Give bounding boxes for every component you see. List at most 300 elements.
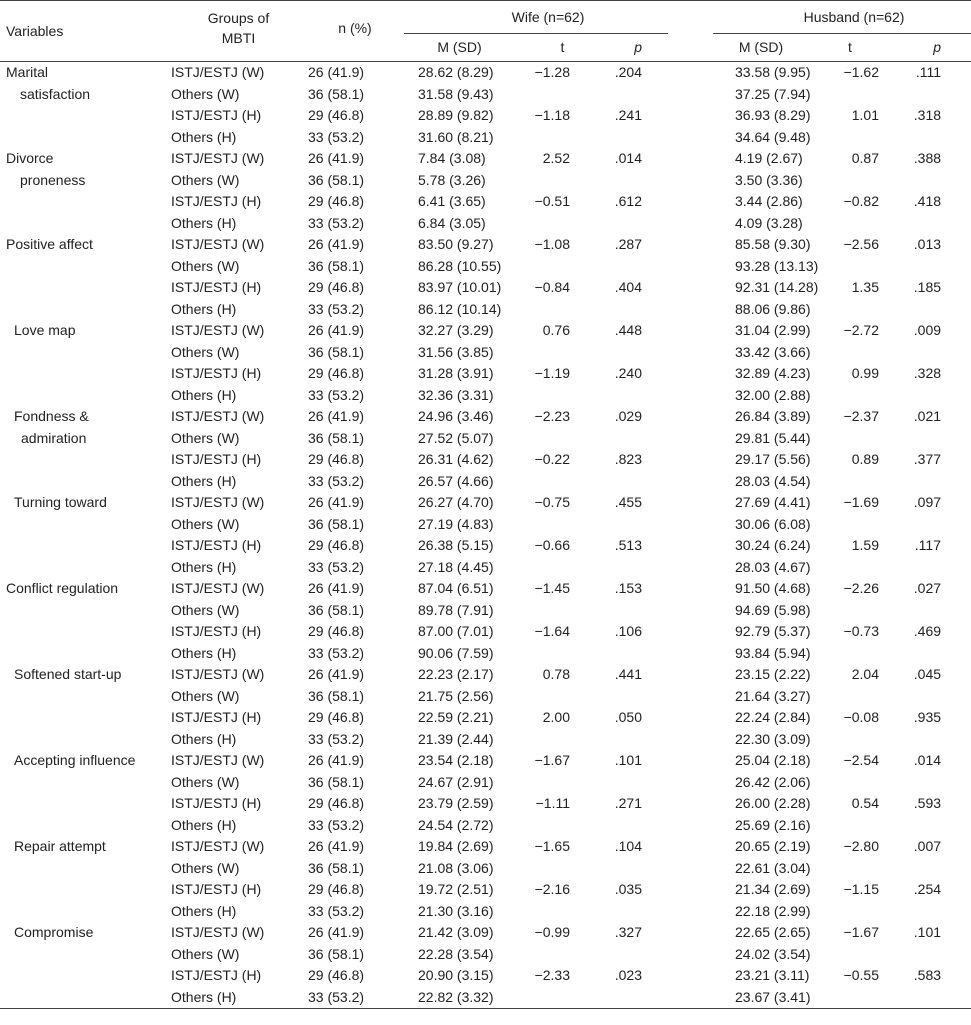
n-pct-cell: 36 (58.1) <box>308 429 365 446</box>
wife-msd-cell: 26.57 (4.66) <box>418 472 494 489</box>
husband-msd-cell: 93.84 (5.94) <box>735 644 811 661</box>
n-pct-cell: 26 (41.9) <box>308 924 365 940</box>
wife-msd-cell: 87.04 (6.51) <box>418 580 494 596</box>
husband-msd-cell: 23.15 (2.22) <box>735 666 811 682</box>
group-cell: Others (W) <box>171 859 240 876</box>
group-cell: ISTJ/ESTJ (W) <box>171 64 265 80</box>
wife-t-cell: −1.08 <box>534 236 570 252</box>
husband-p-cell <box>891 342 971 364</box>
husband-msd-cell: 28.03 (4.54) <box>735 472 811 489</box>
variable-name: Accepting influence <box>14 752 136 768</box>
n-pct-cell: 36 (58.1) <box>308 945 365 962</box>
gap-cell <box>668 191 713 213</box>
variable-name-cell <box>0 815 171 837</box>
n-pct-cell: 33 (53.2) <box>308 128 365 145</box>
table-row <box>0 256 971 278</box>
n-pct-cell: 33 (53.2) <box>308 472 365 489</box>
table-row <box>0 320 971 342</box>
header-n-pct <box>306 1 404 62</box>
husband-msd-cell: 28.03 (4.67) <box>735 558 811 575</box>
husband-msd-cell: 25.69 (2.16) <box>735 816 811 833</box>
husband-p-cell: .021 <box>913 408 942 424</box>
variable-name: Softened start-up <box>14 666 122 682</box>
table-row <box>0 879 971 901</box>
n-pct-cell: 36 (58.1) <box>308 171 365 188</box>
table-row <box>0 428 971 450</box>
n-pct-cell: 29 (46.8) <box>308 967 365 983</box>
wife-p-cell: .050 <box>614 709 642 725</box>
gap-cell <box>668 299 713 321</box>
wife-t-cell: −0.51 <box>534 193 570 209</box>
wife-p-cell: .104 <box>614 838 642 854</box>
n-pct-cell: 29 (46.8) <box>308 451 365 467</box>
table-row <box>0 277 971 299</box>
husband-t-cell: −0.08 <box>843 709 879 725</box>
group-cell: ISTJ/ESTJ (H) <box>171 279 262 295</box>
husband-t-cell <box>809 901 891 923</box>
husband-p-cell: .935 <box>913 709 942 725</box>
wife-p-cell <box>590 299 668 321</box>
variable-name-cell <box>0 234 171 256</box>
husband-msd-cell: 26.84 (3.89) <box>735 408 811 424</box>
husband-t-cell: −1.69 <box>843 494 879 510</box>
gap-cell <box>668 363 713 385</box>
wife-t-cell: −1.28 <box>534 64 570 80</box>
n-pct-cell: 36 (58.1) <box>308 343 365 360</box>
wife-t-cell: −0.66 <box>534 537 570 553</box>
husband-msd-cell: 3.44 (2.86) <box>735 193 803 209</box>
wife-t-cell: −1.11 <box>535 795 570 811</box>
husband-msd-cell: 93.28 (13.13) <box>735 257 819 274</box>
wife-p-cell: .513 <box>614 537 642 553</box>
gap-cell <box>668 213 713 235</box>
wife-t-cell: −2.33 <box>534 967 570 983</box>
husband-t-cell <box>809 514 891 536</box>
group-cell: ISTJ/ESTJ (H) <box>171 537 262 553</box>
table-row <box>0 729 971 751</box>
husband-msd-cell: 91.50 (4.68) <box>735 580 811 596</box>
husband-t-cell: −2.37 <box>843 408 879 424</box>
wife-msd-cell: 86.12 (10.14) <box>418 300 502 317</box>
husband-t-cell <box>809 213 891 235</box>
variable-name-cell <box>0 428 171 450</box>
husband-msd-cell: 24.02 (3.54) <box>735 945 811 962</box>
husband-msd-cell: 94.69 (5.98) <box>735 601 811 618</box>
n-pct-cell: 33 (53.2) <box>308 558 365 575</box>
husband-t-cell <box>809 127 891 149</box>
variable-name-cell <box>0 621 171 643</box>
husband-t-cell: −2.56 <box>843 236 879 252</box>
n-pct-cell: 36 (58.1) <box>308 859 365 876</box>
variable-name-cell <box>0 557 171 579</box>
husband-t-cell: −2.54 <box>843 752 879 768</box>
table-row <box>0 578 971 600</box>
group-cell: Others (W) <box>171 429 240 446</box>
wife-p-cell <box>590 987 668 1009</box>
table-row <box>0 815 971 837</box>
husband-t-cell <box>809 385 891 407</box>
n-pct-cell: 29 (46.8) <box>308 795 365 811</box>
husband-t-cell: 0.89 <box>851 451 879 467</box>
table-row <box>0 858 971 880</box>
wife-t-cell <box>515 256 590 278</box>
husband-msd-cell: 4.19 (2.67) <box>735 150 803 166</box>
wife-msd-cell: 27.19 (4.83) <box>418 515 494 532</box>
table-row <box>0 84 971 106</box>
wife-t-cell: 0.76 <box>542 322 570 338</box>
husband-t-cell: −1.67 <box>843 924 879 940</box>
wife-t-cell <box>515 858 590 880</box>
n-pct-cell: 29 (46.8) <box>308 279 365 295</box>
husband-msd-cell: 36.93 (8.29) <box>735 107 811 123</box>
husband-msd-cell: 92.31 (14.28) <box>735 279 819 295</box>
header-husband-msd: M (SD) <box>713 34 809 62</box>
gap-cell <box>668 492 713 514</box>
husband-p-cell: .318 <box>913 107 942 123</box>
wife-p-cell <box>590 772 668 794</box>
wife-t-cell: −1.18 <box>534 107 570 123</box>
wife-p-cell: .455 <box>614 494 642 510</box>
wife-t-cell: −1.45 <box>534 580 570 596</box>
header-wife-msd: M (SD) <box>404 34 515 62</box>
husband-t-cell <box>809 643 891 665</box>
husband-msd-cell: 22.61 (3.04) <box>735 859 811 876</box>
group-cell: Others (W) <box>171 515 240 532</box>
header-gap <box>668 1 713 34</box>
wife-msd-cell: 21.30 (3.16) <box>418 902 494 919</box>
table-row <box>0 793 971 815</box>
husband-msd-cell: 23.67 (3.41) <box>713 987 809 1009</box>
variable-name-cell <box>0 170 171 192</box>
variable-name-cell <box>0 772 171 794</box>
husband-p-cell: .593 <box>913 795 942 811</box>
wife-p-cell: .404 <box>614 279 642 295</box>
group-cell: ISTJ/ESTJ (H) <box>171 451 262 467</box>
wife-p-cell <box>590 256 668 278</box>
group-cell: ISTJ/ESTJ (W) <box>171 666 265 682</box>
wife-msd-cell: 20.90 (3.15) <box>418 967 494 983</box>
husband-p-cell: .185 <box>913 279 942 295</box>
husband-p-cell <box>891 84 971 106</box>
husband-p-cell: .328 <box>913 365 942 381</box>
husband-p-cell <box>891 514 971 536</box>
wife-msd-cell: 21.08 (3.06) <box>418 859 494 876</box>
husband-msd-cell: 29.81 (5.44) <box>735 429 811 446</box>
n-pct-cell: 29 (46.8) <box>308 107 365 123</box>
husband-msd-cell: 21.34 (2.69) <box>735 881 811 897</box>
wife-msd-cell: 19.72 (2.51) <box>418 881 494 897</box>
table-row <box>0 621 971 643</box>
variable-name-cell <box>0 514 171 536</box>
husband-t-cell <box>809 815 891 837</box>
gap-cell <box>668 987 713 1009</box>
husband-p-cell: .027 <box>913 580 942 596</box>
variable-name: Turning toward <box>14 494 107 510</box>
variable-name-cell <box>0 363 171 385</box>
header-husband <box>713 1 971 34</box>
gap-cell <box>668 234 713 256</box>
header-wife-label: Wife (n=62) <box>511 9 585 25</box>
wife-msd-cell: 83.50 (9.27) <box>418 236 494 252</box>
table-row <box>0 492 971 514</box>
table-row <box>0 342 971 364</box>
table-row <box>0 299 971 321</box>
wife-p-cell: .153 <box>614 580 642 596</box>
husband-t-cell <box>809 342 891 364</box>
wife-t-cell <box>515 772 590 794</box>
husband-p-cell: .013 <box>913 236 942 252</box>
husband-msd-cell: 22.65 (2.65) <box>735 924 811 940</box>
wife-msd-cell: 31.60 (8.21) <box>418 128 494 145</box>
header-wife <box>404 1 668 34</box>
group-cell: ISTJ/ESTJ (H) <box>171 795 262 811</box>
table-row <box>0 148 971 170</box>
n-pct-cell: 26 (41.9) <box>308 666 365 682</box>
wife-p-cell <box>590 213 668 235</box>
variable-name: Marital <box>6 64 49 80</box>
variable-name-cell <box>0 879 171 901</box>
gap-cell <box>668 793 713 815</box>
n-pct-cell: 26 (41.9) <box>308 752 365 768</box>
variable-name-cell <box>0 471 171 493</box>
husband-msd-cell: 85.58 (9.30) <box>735 236 811 252</box>
n-pct-cell: 36 (58.1) <box>308 773 365 790</box>
husband-p-cell <box>891 213 971 235</box>
table-row <box>0 965 971 987</box>
gap-cell <box>668 901 713 923</box>
wife-msd-cell: 31.28 (3.91) <box>418 365 494 381</box>
wife-t-cell <box>515 428 590 450</box>
header-husband-t: t <box>809 34 891 62</box>
husband-t-cell <box>809 428 891 450</box>
husband-msd-cell: 31.04 (2.99) <box>735 322 811 338</box>
variable-name: satisfaction <box>20 85 91 102</box>
wife-t-cell: −0.99 <box>534 924 570 940</box>
variable-name: Fondness & <box>14 408 89 424</box>
group-cell: Others (W) <box>171 687 240 704</box>
husband-p-cell: .117 <box>914 537 942 553</box>
variable-name-cell <box>0 492 171 514</box>
husband-t-cell: −0.55 <box>843 967 879 983</box>
gap-cell <box>668 879 713 901</box>
variable-name: Divorce <box>6 150 54 166</box>
variable-name-cell <box>0 191 171 213</box>
husband-t-cell <box>809 858 891 880</box>
group-cell: ISTJ/ESTJ (W) <box>171 838 265 854</box>
n-pct-cell: 26 (41.9) <box>308 580 365 596</box>
variable-name-cell <box>0 686 171 708</box>
n-pct-cell: 26 (41.9) <box>308 838 365 854</box>
header-gap-2 <box>668 34 713 62</box>
n-pct-cell: 33 (53.2) <box>308 386 365 403</box>
husband-msd-cell: 23.21 (3.11) <box>735 967 810 983</box>
variable-name-cell <box>0 707 171 729</box>
husband-t-cell: 1.59 <box>851 537 879 553</box>
husband-p-cell <box>891 858 971 880</box>
wife-p-cell: .823 <box>614 451 642 467</box>
wife-msd-cell: 23.79 (2.59) <box>418 795 494 811</box>
n-pct-cell: 29 (46.8) <box>308 623 365 639</box>
husband-t-cell: 1.35 <box>851 279 879 295</box>
gap-cell <box>668 535 713 557</box>
husband-msd-cell: 32.00 (2.88) <box>735 386 811 403</box>
n-pct-cell: 26 (41.9) <box>308 236 365 252</box>
wife-t-cell <box>515 600 590 622</box>
table-row <box>0 385 971 407</box>
gap-cell <box>668 406 713 428</box>
header-groups-line1: Groups of <box>207 10 270 26</box>
husband-msd-cell: 26.00 (2.28) <box>735 795 811 811</box>
n-pct-cell: 26 (41.9) <box>308 64 365 80</box>
n-pct-cell: 36 (58.1) <box>308 257 365 274</box>
group-cell: ISTJ/ESTJ (W) <box>171 150 265 166</box>
husband-t-cell: −1.15 <box>843 881 879 897</box>
wife-msd-cell: 6.84 (3.05) <box>418 214 486 231</box>
wife-p-cell <box>590 84 668 106</box>
husband-msd-cell: 92.79 (5.37) <box>735 623 811 639</box>
wife-p-cell: .327 <box>614 924 642 940</box>
variable-name-cell <box>0 105 171 127</box>
wife-t-cell <box>515 557 590 579</box>
wife-t-cell: 2.00 <box>542 709 570 725</box>
group-cell: Others (H) <box>171 987 306 1009</box>
group-cell: Others (W) <box>171 171 240 188</box>
group-cell: ISTJ/ESTJ (H) <box>171 365 262 381</box>
husband-p-cell: .007 <box>913 838 942 854</box>
wife-t-cell <box>515 901 590 923</box>
wife-msd-cell: 27.18 (4.45) <box>418 558 494 575</box>
variable-name-cell <box>0 385 171 407</box>
group-cell: Others (W) <box>171 945 240 962</box>
wife-p-cell <box>590 858 668 880</box>
husband-p-cell: .388 <box>913 150 942 166</box>
group-cell: Others (W) <box>171 343 240 360</box>
husband-t-cell: 0.87 <box>851 150 879 166</box>
husband-p-cell <box>891 772 971 794</box>
husband-p-cell <box>891 729 971 751</box>
wife-p-cell <box>590 170 668 192</box>
group-cell: ISTJ/ESTJ (H) <box>171 193 262 209</box>
husband-p-cell: .377 <box>913 451 942 467</box>
variable-name: Positive affect <box>6 236 93 252</box>
wife-t-cell: −1.67 <box>534 752 570 768</box>
variable-name-cell <box>0 449 171 471</box>
husband-t-cell: −0.82 <box>843 193 879 209</box>
wife-msd-cell: 24.96 (3.46) <box>418 408 494 424</box>
wife-p-cell <box>590 428 668 450</box>
wife-msd-cell: 26.27 (4.70) <box>418 494 494 510</box>
gap-cell <box>668 944 713 966</box>
gap-cell <box>668 342 713 364</box>
wife-t-cell <box>515 643 590 665</box>
table-row <box>0 686 971 708</box>
husband-t-cell <box>809 471 891 493</box>
table-row <box>0 406 971 428</box>
n-pct-cell: 33 (53.2) <box>308 214 365 231</box>
husband-p-cell <box>891 600 971 622</box>
table-row <box>0 901 971 923</box>
wife-msd-cell: 89.78 (7.91) <box>418 601 494 618</box>
gap-cell <box>668 557 713 579</box>
husband-msd-cell: 37.25 (7.94) <box>735 85 811 102</box>
group-cell: Others (H) <box>171 902 237 919</box>
table-row <box>0 62 971 84</box>
header-variables <box>0 1 171 62</box>
variable-name-cell <box>0 750 171 772</box>
wife-p-cell <box>590 342 668 364</box>
wife-p-cell <box>590 944 668 966</box>
variable-name-cell <box>0 600 171 622</box>
husband-t-cell <box>809 729 891 751</box>
group-cell: ISTJ/ESTJ (W) <box>171 494 265 510</box>
husband-t-cell: 0.99 <box>851 365 879 381</box>
husband-t-cell: −2.72 <box>843 322 879 338</box>
gap-cell <box>668 686 713 708</box>
wife-p-cell <box>590 815 668 837</box>
wife-msd-cell: 28.62 (8.29) <box>418 64 494 80</box>
gap-cell <box>668 729 713 751</box>
husband-t-cell: −1.62 <box>843 64 879 80</box>
n-pct-cell: 33 (53.2) <box>308 816 365 833</box>
variable-name-cell <box>0 836 171 858</box>
husband-p-cell: .111 <box>915 64 942 80</box>
n-pct-cell: 33 (53.2) <box>308 300 365 317</box>
husband-p-cell <box>891 170 971 192</box>
wife-msd-cell: 26.31 (4.62) <box>418 451 494 467</box>
gap-cell <box>668 127 713 149</box>
gap-cell <box>668 256 713 278</box>
table-row <box>0 170 971 192</box>
husband-msd-cell: 22.24 (2.84) <box>735 709 811 725</box>
table-row <box>0 514 971 536</box>
group-cell: ISTJ/ESTJ (W) <box>171 752 265 768</box>
wife-msd-cell: 23.54 (2.18) <box>418 752 494 768</box>
variable-name-cell <box>0 793 171 815</box>
gap-cell <box>668 772 713 794</box>
gap-cell <box>668 621 713 643</box>
n-pct-cell: 33 (53.2) <box>308 730 365 747</box>
group-cell: ISTJ/ESTJ (W) <box>171 924 265 940</box>
table-row <box>0 471 971 493</box>
wife-t-cell <box>515 170 590 192</box>
husband-msd-cell: 29.17 (5.56) <box>735 451 811 467</box>
group-cell: Others (W) <box>171 601 240 618</box>
variable-name-cell <box>0 277 171 299</box>
wife-p-cell <box>590 600 668 622</box>
wife-p-cell <box>590 729 668 751</box>
variable-name-cell <box>0 127 171 149</box>
husband-msd-cell: 25.04 (2.18) <box>735 752 811 768</box>
husband-p-cell: .418 <box>913 193 942 209</box>
husband-p-cell <box>891 987 971 1009</box>
header-row-1 <box>0 1 971 34</box>
wife-msd-cell: 26.38 (5.15) <box>418 537 494 553</box>
wife-p-cell <box>590 514 668 536</box>
wife-p-cell: .023 <box>614 967 642 983</box>
group-cell: Others (H) <box>171 558 237 575</box>
table-row <box>0 707 971 729</box>
table-row <box>0 944 971 966</box>
wife-t-cell <box>515 385 590 407</box>
table-row <box>0 836 971 858</box>
table-row <box>0 987 971 1009</box>
table-row <box>0 600 971 622</box>
group-cell: Others (W) <box>171 773 240 790</box>
n-pct-cell: 26 (41.9) <box>308 322 365 338</box>
gap-cell <box>668 62 713 84</box>
variable-name-cell <box>0 148 171 170</box>
group-cell: ISTJ/ESTJ (W) <box>171 580 265 596</box>
